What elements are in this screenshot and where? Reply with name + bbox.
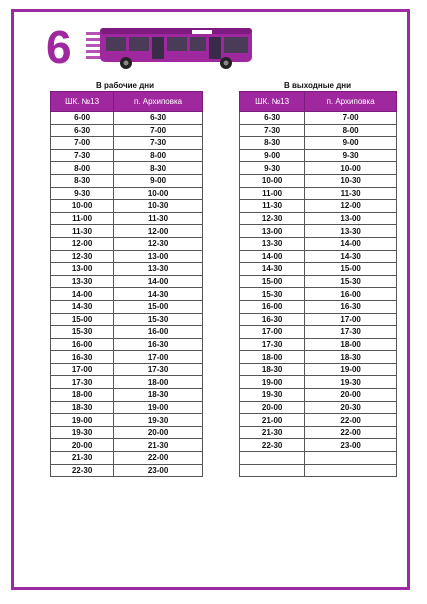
departure-arkhipovka-cell: 16-30 bbox=[305, 300, 397, 313]
departure-school-cell: 17-00 bbox=[51, 363, 114, 376]
departure-school-cell: 17-00 bbox=[240, 326, 305, 339]
table-row bbox=[51, 174, 203, 187]
departure-arkhipovka-cell: 15-30 bbox=[305, 275, 397, 288]
departure-school-cell: 6-30 bbox=[51, 124, 114, 137]
table-row bbox=[51, 149, 203, 162]
departure-school-cell: 15-00 bbox=[51, 313, 114, 326]
departure-school-cell: 15-30 bbox=[240, 288, 305, 301]
departure-school-cell: 13-30 bbox=[240, 237, 305, 250]
departure-arkhipovka-cell: 15-00 bbox=[305, 263, 397, 276]
departure-arkhipovka-cell: 10-30 bbox=[114, 200, 203, 213]
table-row bbox=[240, 338, 397, 351]
departure-arkhipovka-cell: 20-30 bbox=[305, 401, 397, 414]
departure-school-cell: 16-00 bbox=[51, 338, 114, 351]
column-header-school: ШК. №13 bbox=[51, 92, 114, 112]
table-row bbox=[240, 376, 397, 389]
departure-arkhipovka-cell: 8-00 bbox=[305, 124, 397, 137]
departure-school-cell: 7-00 bbox=[51, 137, 114, 150]
table-row bbox=[51, 426, 203, 439]
table-row bbox=[240, 464, 397, 477]
weekends-heading: В выходные дни bbox=[284, 81, 352, 90]
table-row bbox=[240, 300, 397, 313]
departure-school-cell: 9-30 bbox=[240, 162, 305, 175]
departure-arkhipovka-cell: 20-00 bbox=[114, 426, 203, 439]
departure-arkhipovka-cell: 17-00 bbox=[305, 313, 397, 326]
table-row bbox=[240, 250, 397, 263]
table-row bbox=[51, 250, 203, 263]
departure-arkhipovka-cell: 7-00 bbox=[305, 112, 397, 125]
table-row bbox=[51, 187, 203, 200]
departure-arkhipovka-cell: 18-30 bbox=[114, 389, 203, 402]
departure-arkhipovka-cell: 14-00 bbox=[305, 237, 397, 250]
departure-arkhipovka-cell: 19-00 bbox=[305, 363, 397, 376]
departure-school-cell: 20-00 bbox=[51, 439, 114, 452]
departure-school-cell: 14-30 bbox=[240, 263, 305, 276]
departure-school-cell: 19-00 bbox=[51, 414, 114, 427]
departure-arkhipovka-cell: 12-30 bbox=[114, 237, 203, 250]
table-row bbox=[240, 414, 397, 427]
table-row bbox=[51, 162, 203, 175]
table-row bbox=[51, 124, 203, 137]
departure-school-cell: 17-30 bbox=[240, 338, 305, 351]
departure-school-cell: 9-00 bbox=[240, 149, 305, 162]
table-row bbox=[240, 452, 397, 465]
departure-arkhipovka-cell: 10-00 bbox=[305, 162, 397, 175]
departure-school-cell: 12-00 bbox=[51, 237, 114, 250]
table-row bbox=[51, 389, 203, 402]
table-row bbox=[240, 187, 397, 200]
departure-school-cell: 6-30 bbox=[240, 112, 305, 125]
departure-school-cell: 8-00 bbox=[51, 162, 114, 175]
table-row bbox=[240, 439, 397, 452]
departure-arkhipovka-cell: 15-30 bbox=[114, 313, 203, 326]
departure-school-cell: 7-30 bbox=[51, 149, 114, 162]
table-row bbox=[240, 263, 397, 276]
departure-school-cell: 10-00 bbox=[51, 200, 114, 213]
departure-school-cell: 14-00 bbox=[51, 288, 114, 301]
departure-arkhipovka-cell: 8-30 bbox=[114, 162, 203, 175]
departure-arkhipovka-cell bbox=[305, 452, 397, 465]
departure-arkhipovka-cell: 12-00 bbox=[305, 200, 397, 213]
bus-icon bbox=[96, 26, 256, 70]
route-number: 6 bbox=[46, 21, 72, 73]
table-row bbox=[240, 401, 397, 414]
departure-school-cell: 19-30 bbox=[240, 389, 305, 402]
table-row bbox=[240, 288, 397, 301]
departure-arkhipovka-cell: 14-30 bbox=[305, 250, 397, 263]
weekdays-heading: В рабочие дни bbox=[96, 81, 155, 90]
table-row bbox=[51, 464, 203, 477]
departure-arkhipovka-cell: 19-00 bbox=[114, 401, 203, 414]
table-row bbox=[240, 237, 397, 250]
departure-school-cell: 18-00 bbox=[51, 389, 114, 402]
departure-school-cell bbox=[240, 464, 305, 477]
table-row bbox=[51, 225, 203, 238]
table-row bbox=[240, 174, 397, 187]
table-row bbox=[240, 212, 397, 225]
departure-arkhipovka-cell: 13-30 bbox=[114, 263, 203, 276]
departure-school-cell: 11-30 bbox=[51, 225, 114, 238]
table-row bbox=[51, 137, 203, 150]
table-row bbox=[51, 288, 203, 301]
column-header-arkhipovka: п. Архиповка bbox=[305, 92, 397, 112]
departure-arkhipovka-cell: 21-30 bbox=[114, 439, 203, 452]
departure-school-cell bbox=[240, 452, 305, 465]
table-row bbox=[240, 351, 397, 364]
table-row bbox=[240, 124, 397, 137]
table-row bbox=[51, 439, 203, 452]
departure-school-cell: 13-00 bbox=[51, 263, 114, 276]
departure-arkhipovka-cell: 14-00 bbox=[114, 275, 203, 288]
departure-school-cell: 16-00 bbox=[240, 300, 305, 313]
departure-school-cell: 12-30 bbox=[51, 250, 114, 263]
departure-arkhipovka-cell: 18-30 bbox=[305, 351, 397, 364]
departure-school-cell: 8-30 bbox=[51, 174, 114, 187]
departure-arkhipovka-cell: 11-30 bbox=[305, 187, 397, 200]
departure-arkhipovka-cell: 7-00 bbox=[114, 124, 203, 137]
table-row bbox=[240, 112, 397, 125]
departure-arkhipovka-cell: 13-30 bbox=[305, 225, 397, 238]
departure-school-cell: 11-30 bbox=[240, 200, 305, 213]
column-header-arkhipovka: п. Архиповка bbox=[114, 92, 203, 112]
departure-arkhipovka-cell: 14-30 bbox=[114, 288, 203, 301]
departure-school-cell: 17-30 bbox=[51, 376, 114, 389]
departure-arkhipovka-cell: 9-30 bbox=[305, 149, 397, 162]
departure-school-cell: 13-00 bbox=[240, 225, 305, 238]
departure-school-cell: 10-00 bbox=[240, 174, 305, 187]
departure-school-cell: 14-30 bbox=[51, 300, 114, 313]
departure-school-cell: 7-30 bbox=[240, 124, 305, 137]
departure-arkhipovka-cell: 6-30 bbox=[114, 112, 203, 125]
departure-arkhipovka-cell: 9-00 bbox=[114, 174, 203, 187]
departure-arkhipovka-cell: 7-30 bbox=[114, 137, 203, 150]
departure-school-cell: 15-00 bbox=[240, 275, 305, 288]
table-row bbox=[51, 376, 203, 389]
table-row bbox=[240, 137, 397, 150]
departure-arkhipovka-cell: 16-30 bbox=[114, 338, 203, 351]
departure-school-cell: 6-00 bbox=[51, 112, 114, 125]
table-row bbox=[240, 426, 397, 439]
table-row bbox=[240, 225, 397, 238]
departure-arkhipovka-cell: 15-00 bbox=[114, 300, 203, 313]
departure-arkhipovka-cell: 19-30 bbox=[305, 376, 397, 389]
table-row bbox=[240, 326, 397, 339]
departure-school-cell: 21-00 bbox=[240, 414, 305, 427]
departure-arkhipovka-cell: 10-00 bbox=[114, 187, 203, 200]
table-row bbox=[240, 200, 397, 213]
table-row bbox=[51, 263, 203, 276]
departure-school-cell: 14-00 bbox=[240, 250, 305, 263]
departure-arkhipovka-cell: 19-30 bbox=[114, 414, 203, 427]
departure-school-cell: 20-00 bbox=[240, 401, 305, 414]
departure-school-cell: 16-30 bbox=[51, 351, 114, 364]
table-row bbox=[240, 363, 397, 376]
departure-school-cell: 9-30 bbox=[51, 187, 114, 200]
table-row bbox=[51, 351, 203, 364]
departure-arkhipovka-cell: 22-00 bbox=[305, 426, 397, 439]
departure-arkhipovka-cell: 23-00 bbox=[114, 464, 203, 477]
departure-arkhipovka-cell: 16-00 bbox=[305, 288, 397, 301]
departure-arkhipovka-cell: 17-00 bbox=[114, 351, 203, 364]
table-row bbox=[51, 112, 203, 125]
departure-school-cell: 12-30 bbox=[240, 212, 305, 225]
table-row bbox=[51, 452, 203, 465]
departure-arkhipovka-cell: 17-30 bbox=[114, 363, 203, 376]
table-row bbox=[51, 237, 203, 250]
table-row bbox=[51, 326, 203, 339]
departure-school-cell: 11-00 bbox=[240, 187, 305, 200]
table-row bbox=[240, 389, 397, 402]
departure-school-cell: 13-30 bbox=[51, 275, 114, 288]
departure-arkhipovka-cell: 23-00 bbox=[305, 439, 397, 452]
departure-school-cell: 18-00 bbox=[240, 351, 305, 364]
table-row bbox=[51, 338, 203, 351]
departure-arkhipovka-cell: 18-00 bbox=[114, 376, 203, 389]
departure-school-cell: 19-00 bbox=[240, 376, 305, 389]
departure-arkhipovka-cell: 20-00 bbox=[305, 389, 397, 402]
table-row bbox=[51, 200, 203, 213]
departure-arkhipovka-cell: 22-00 bbox=[305, 414, 397, 427]
table-row bbox=[51, 212, 203, 225]
column-header-school: ШК. №13 bbox=[240, 92, 305, 112]
weekends-table bbox=[239, 91, 397, 477]
departure-arkhipovka-cell: 22-00 bbox=[114, 452, 203, 465]
departure-arkhipovka-cell bbox=[305, 464, 397, 477]
departure-arkhipovka-cell: 9-00 bbox=[305, 137, 397, 150]
table-row bbox=[240, 275, 397, 288]
departure-school-cell: 22-30 bbox=[51, 464, 114, 477]
departure-school-cell: 8-30 bbox=[240, 137, 305, 150]
table-row bbox=[51, 313, 203, 326]
departure-school-cell: 11-00 bbox=[51, 212, 114, 225]
weekdays-table bbox=[50, 91, 203, 477]
departure-arkhipovka-cell: 18-00 bbox=[305, 338, 397, 351]
table-row bbox=[51, 401, 203, 414]
table-row bbox=[51, 414, 203, 427]
departure-arkhipovka-cell: 16-00 bbox=[114, 326, 203, 339]
departure-arkhipovka-cell: 12-00 bbox=[114, 225, 203, 238]
departure-school-cell: 19-30 bbox=[51, 426, 114, 439]
table-row bbox=[51, 363, 203, 376]
departure-arkhipovka-cell: 11-30 bbox=[114, 212, 203, 225]
table-row bbox=[51, 300, 203, 313]
departure-school-cell: 21-30 bbox=[51, 452, 114, 465]
departure-arkhipovka-cell: 17-30 bbox=[305, 326, 397, 339]
table-row bbox=[51, 275, 203, 288]
departure-school-cell: 15-30 bbox=[51, 326, 114, 339]
departure-school-cell: 18-30 bbox=[51, 401, 114, 414]
departure-school-cell: 16-30 bbox=[240, 313, 305, 326]
departure-school-cell: 18-30 bbox=[240, 363, 305, 376]
departure-school-cell: 22-30 bbox=[240, 439, 305, 452]
table-row bbox=[240, 162, 397, 175]
departure-arkhipovka-cell: 13-00 bbox=[114, 250, 203, 263]
departure-school-cell: 21-30 bbox=[240, 426, 305, 439]
departure-arkhipovka-cell: 13-00 bbox=[305, 212, 397, 225]
table-row bbox=[240, 149, 397, 162]
departure-arkhipovka-cell: 10-30 bbox=[305, 174, 397, 187]
departure-arkhipovka-cell: 8-00 bbox=[114, 149, 203, 162]
table-row bbox=[240, 313, 397, 326]
